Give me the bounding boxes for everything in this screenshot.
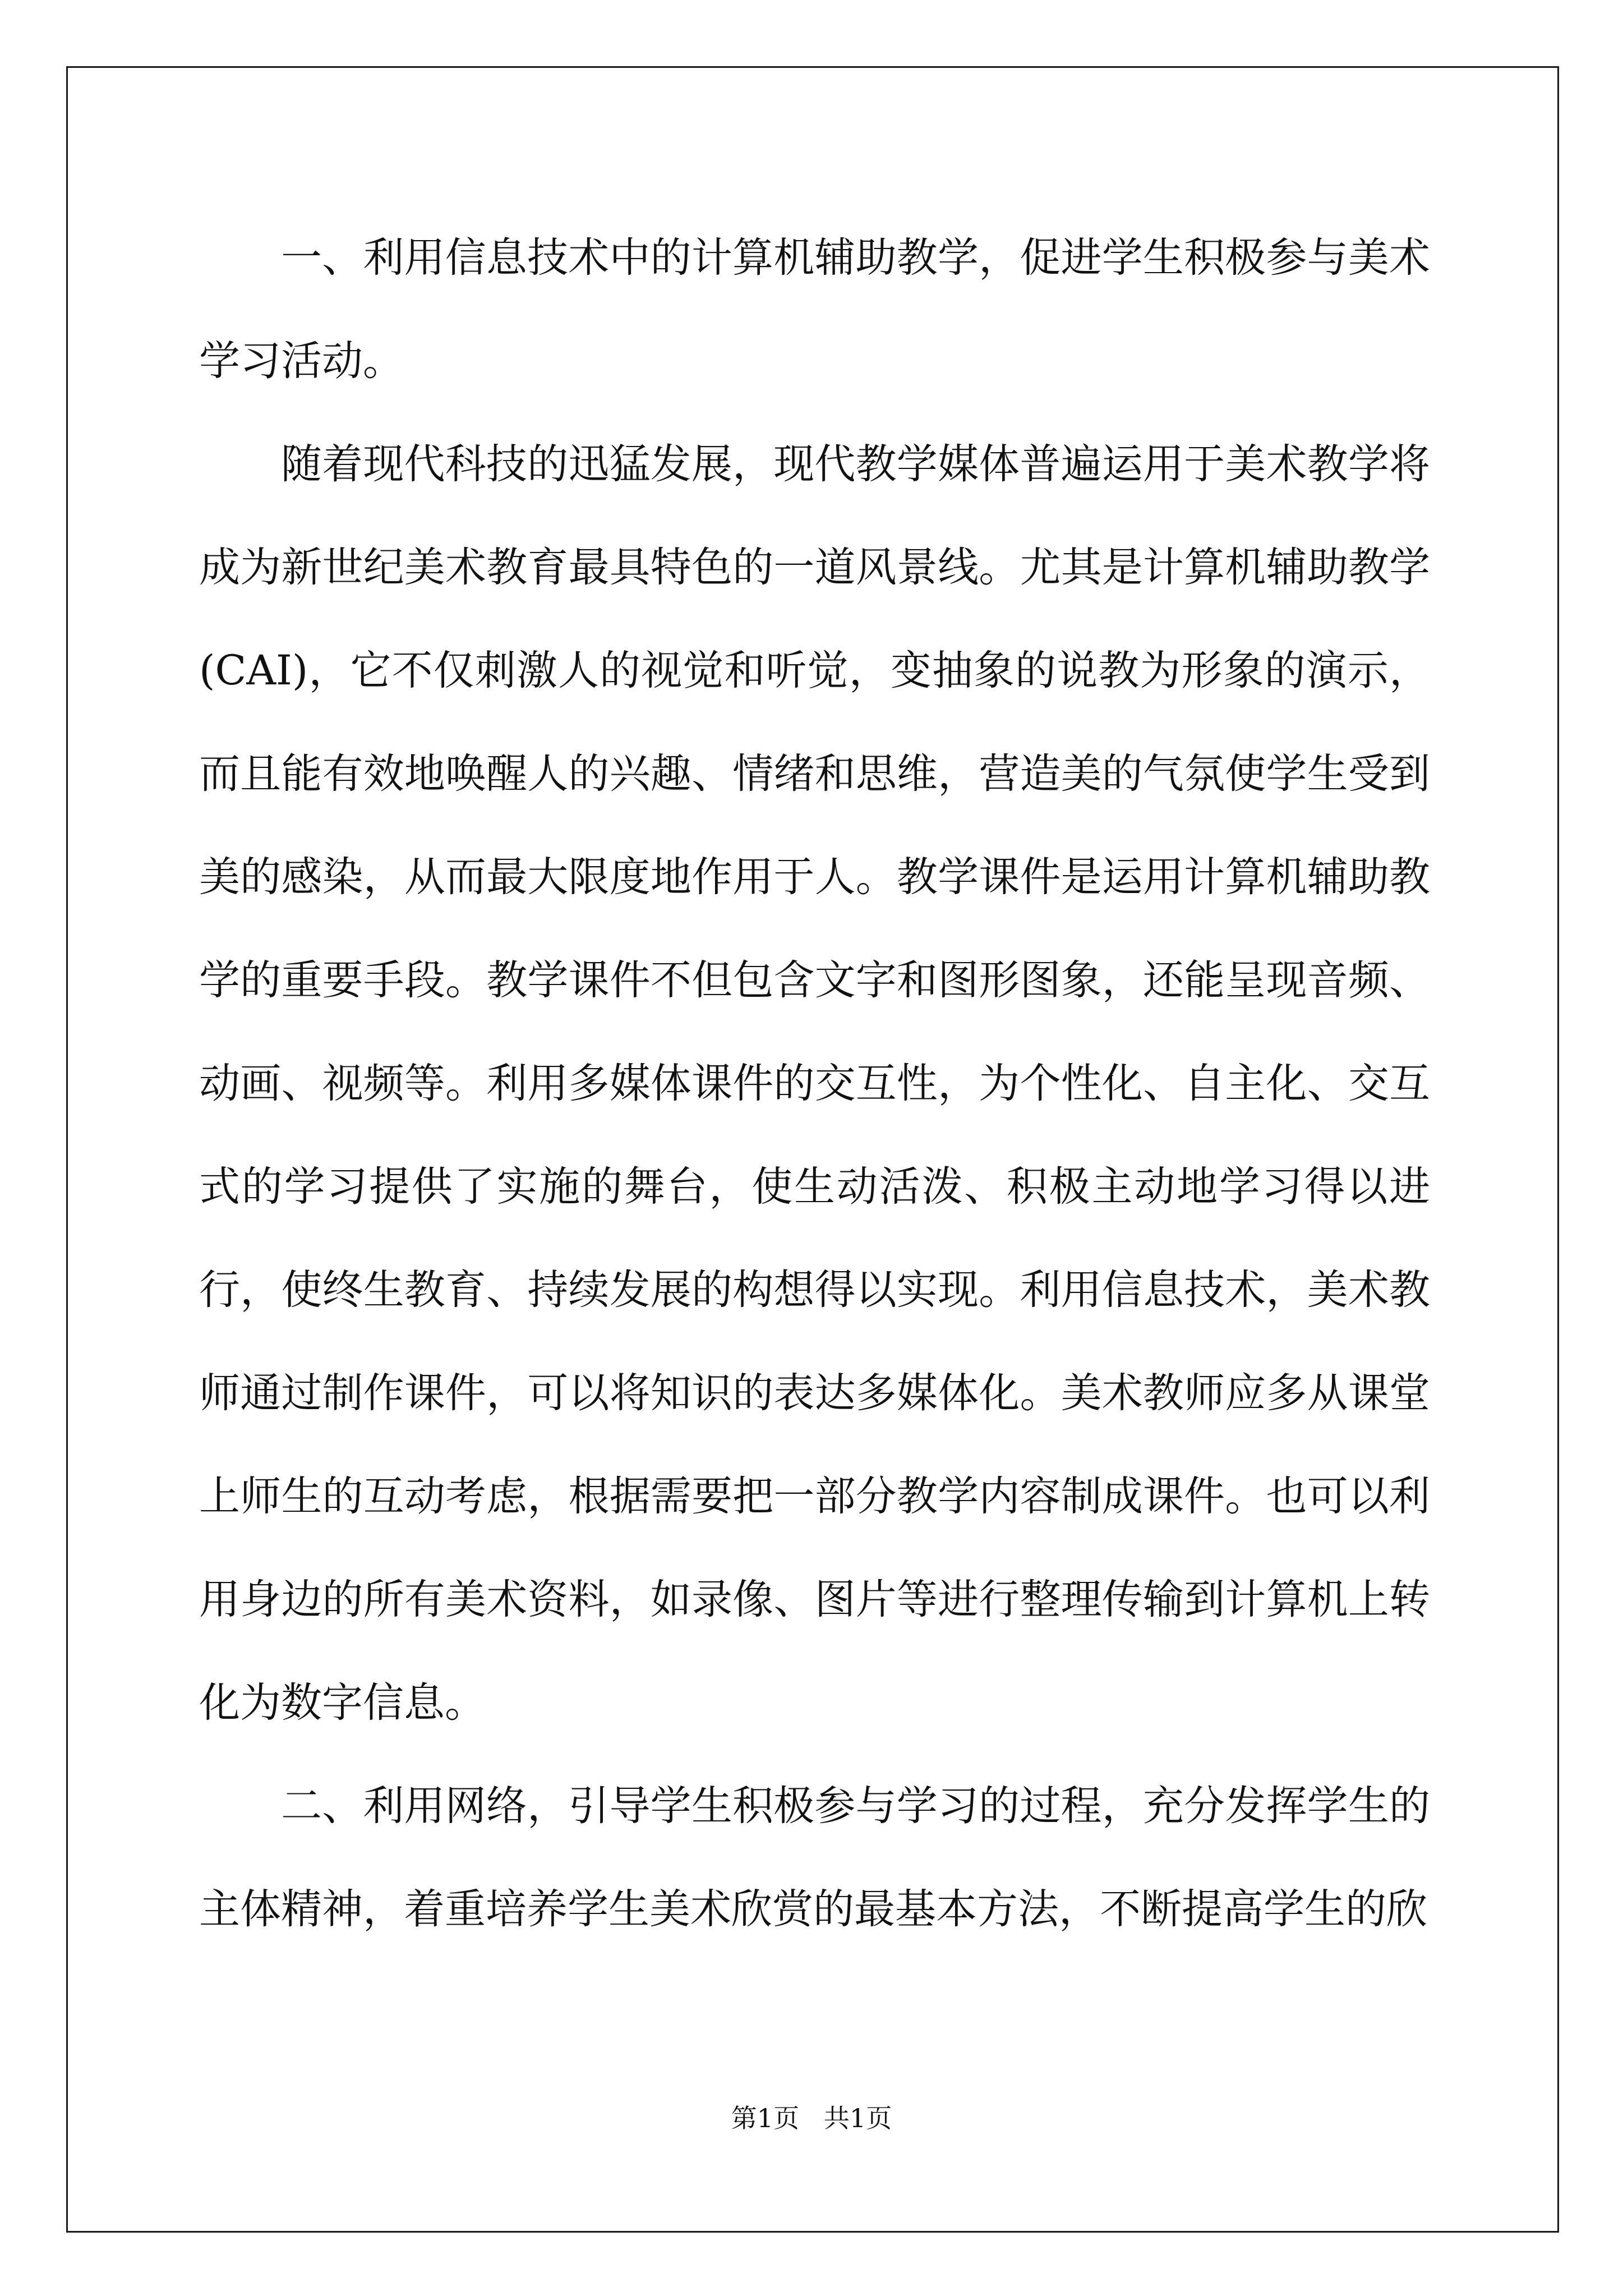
paragraph-2: 随着现代科技的迅猛发展，现代教学媒体普遍运用于美术教学将成为新世纪美术教育最具特色的一道风景线。尤其是计算机辅助教学(CAI)，它不仅刺激人的视觉和听觉，变抽象的说教为形象的演示，而且能有效地唤醒人的兴趣、情绪和思维，营造美的气氛使学生受到美的感染，从而最大限度地作用于人。教学课件是运用计算机辅助教学的重要手段。教学课件不但包含文字和图形图象，还能呈现音频、动画、视频等。利用多媒体课件的交互性，为个性化、自主化、交互式的学习提供了实施的舞台，使生动活泼、积极主动地学习得以进行，使终生教育、持续发展的构想得以实现。利用信息技术，美术教师通过制作课件，可以将知识的表达多媒体化。美术教师应多从课堂上师生的互动考虑，根据需要把一部分教学内容制成课件。也可以利用身边的所有美术资料，如录像、图片等进行整理传输到计算机上转化为数字信息。 bbox=[199, 440, 1430, 1727]
page-footer: 第1页 共1页 bbox=[731, 2103, 892, 2133]
paragraph-1: 一、利用信息技术中的计算机辅助教学，促进学生积极参与美术学习活动。 bbox=[199, 234, 1430, 385]
paragraph-3: 二、利用网络，引导学生积极参与学习的过程，充分发挥学生的主体精神，着重培养学生美术欣赏的最基本方法，不断提高学生的欣 bbox=[199, 1782, 1430, 1933]
document-body bbox=[199, 206, 1430, 1961]
